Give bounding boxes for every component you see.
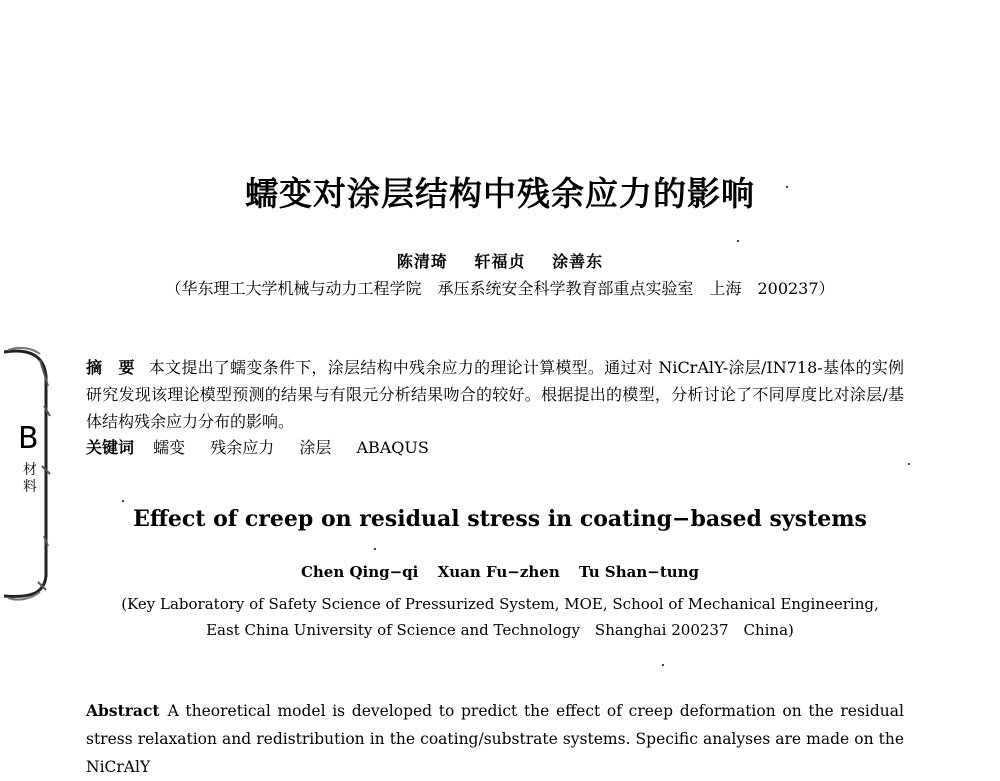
scan-speck bbox=[737, 240, 739, 242]
author-list-cn bbox=[0, 249, 1000, 272]
affiliation-cn: （华东理工大学机械与动力工程学院 承压系统安全科学教育部重点实验室 上海 200237） bbox=[165, 279, 835, 298]
scan-speck bbox=[122, 500, 124, 502]
scan-speck bbox=[786, 186, 788, 188]
scan-speck bbox=[374, 548, 376, 550]
abstract-text-cn: 本文提出了蠕变条件下，涂层结构中残余应力的理论计算模型。通过对 NiCrAlY-涂层/IN718-基体的实例研究发现该理论模型预测的结果与有限元分析结果吻合的较好。根据提出的模型，分析讨论了不同厚度比对涂层/基体结构残余应力分布的影响。 bbox=[86, 358, 904, 431]
author-en: Tu Shan−tung bbox=[578, 563, 700, 581]
scan-speck bbox=[908, 463, 910, 465]
keyword: 残余应力 bbox=[210, 438, 275, 457]
side-tab-letter: B bbox=[18, 421, 39, 456]
author-cn: 陈清琦 bbox=[396, 252, 448, 271]
author-cn: 涂善东 bbox=[552, 252, 604, 271]
abstract-label-cn: 摘 要 bbox=[86, 358, 135, 377]
side-tab-label: 材料 bbox=[23, 462, 37, 495]
paper-title-en: Effect of creep on residual stress in coating−based systems bbox=[133, 506, 867, 532]
affiliation-en-line1: (Key Laboratory of Safety Science of Pressurized System, MOE, School of Mechanical Engineering, bbox=[121, 595, 879, 613]
abstract-en bbox=[86, 697, 904, 781]
affiliation-en-line2: East China University of Science and Technology Shanghai 200237 China) bbox=[206, 621, 794, 639]
keyword: 涂层 bbox=[299, 438, 332, 457]
author-en: Chen Qing−qi bbox=[300, 563, 419, 581]
author-cn: 轩福贞 bbox=[474, 252, 526, 271]
abstract-cn bbox=[86, 354, 904, 435]
author-list-en bbox=[0, 563, 1000, 581]
abstract-text-en: A theoretical model is developed to predict the effect of creep deformation on the residual stress relaxation and redistribution in the coating/substrate systems. Specific analyses are made on the NiCrAlY bbox=[86, 702, 904, 776]
author-en: Xuan Fu−zhen bbox=[437, 563, 560, 581]
affiliation-en bbox=[0, 591, 1000, 643]
scan-speck bbox=[662, 664, 664, 666]
keyword: 蠕变 bbox=[153, 438, 186, 457]
keywords-label-cn: 关键词 bbox=[86, 438, 135, 457]
abstract-label-en: Abstract bbox=[86, 701, 160, 720]
keywords-cn bbox=[86, 434, 904, 461]
paper-title-cn: 蠕变对涂层结构中残余应力的影响 bbox=[245, 174, 755, 213]
keyword: ABAQUS bbox=[356, 438, 429, 457]
